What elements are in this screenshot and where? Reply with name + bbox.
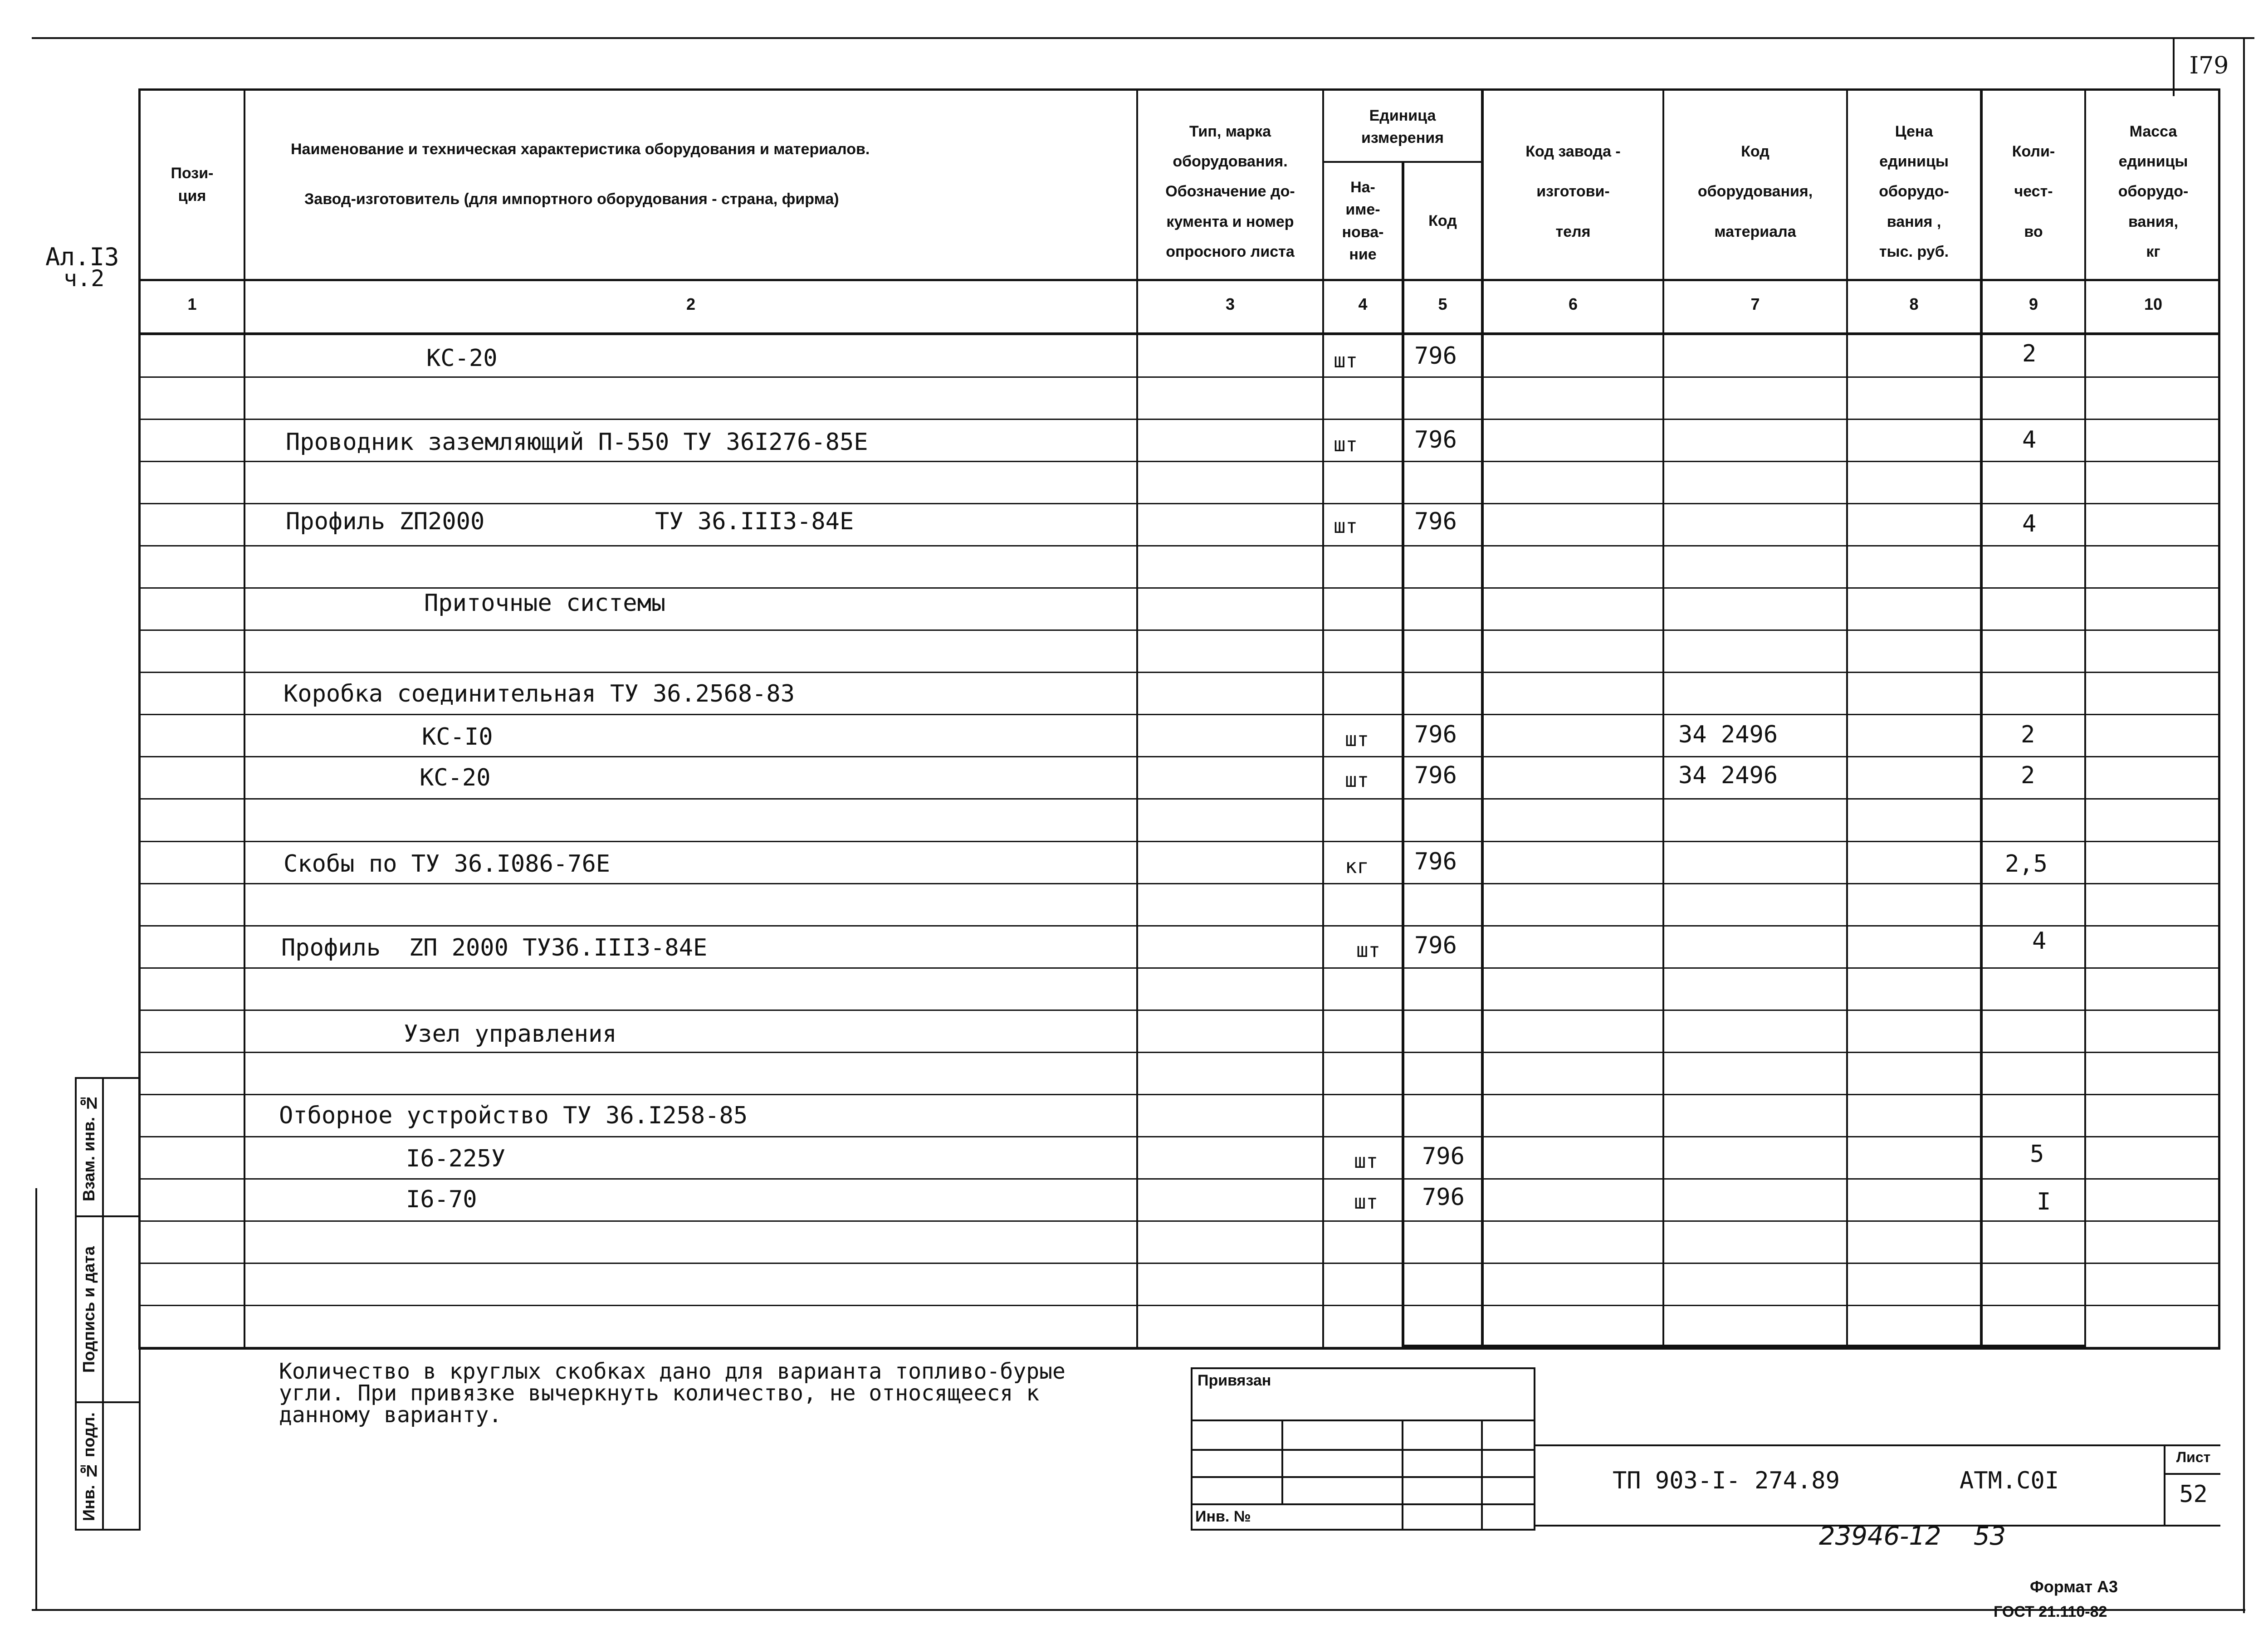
stamp-line xyxy=(1402,1419,1403,1531)
unit-group-line xyxy=(1322,161,1483,163)
row-name: I6-225У xyxy=(406,1145,506,1172)
row-quantity: 2,5 xyxy=(2005,850,2048,878)
sheet-number-box-left xyxy=(2173,37,2175,96)
row-name: КС-20 xyxy=(420,764,491,791)
row-separator-line xyxy=(138,841,2220,842)
header-mass: Масса единицы оборудо- вания, кг xyxy=(2118,122,2189,260)
stamp-line xyxy=(1191,1419,1535,1421)
stamp-line xyxy=(1191,1476,1535,1478)
header-position: Пози- ция xyxy=(171,165,214,205)
row-quantity: I xyxy=(2037,1188,2051,1215)
column-number: 3 xyxy=(1225,295,1235,313)
stamp-line xyxy=(1281,1419,1283,1503)
sheet-number: 52 xyxy=(2179,1481,2208,1508)
row-code: 796 xyxy=(1422,1184,1465,1211)
row-unit: шт xyxy=(1354,1150,1378,1173)
row-name: Коробка соединительная ТУ 36.2568-83 xyxy=(284,680,795,707)
header-equipment-code: Код оборудования, материала xyxy=(1697,142,1813,240)
column-number: 9 xyxy=(2028,295,2038,313)
row-quantity: 2 xyxy=(2022,340,2037,367)
sheet-label: Лист xyxy=(2176,1449,2211,1465)
privyazan-label: Привязан xyxy=(1198,1372,1271,1389)
row-name: Профиль ZП2000 ТУ 36.III3-84Е xyxy=(286,508,854,535)
inv-no-label: Инв. № xyxy=(1195,1508,1251,1525)
row-unit: шт xyxy=(1334,515,1358,538)
row-separator-line xyxy=(138,376,2220,378)
row-quantity: 2 xyxy=(2021,721,2035,748)
document-mark: АТМ.С0I xyxy=(1960,1467,2059,1494)
row-code: 796 xyxy=(1414,932,1457,959)
header-unit-code: Код xyxy=(1428,212,1457,229)
row-quantity: 4 xyxy=(2022,510,2037,537)
header-unit-group: Единица измерения xyxy=(1361,107,1444,146)
row-separator-line xyxy=(138,1220,2220,1222)
col-line xyxy=(1402,161,1404,1349)
row-separator-line xyxy=(138,1052,2220,1053)
header-bottom-line xyxy=(138,279,2220,281)
row-code: 796 xyxy=(1414,508,1457,535)
side-stamp-divider xyxy=(102,1077,104,1531)
row-unit: шт xyxy=(1345,769,1369,792)
header-name-line1: Наименование и техническая характеристика оборудования и материалов. xyxy=(291,141,870,158)
sheet-top-number: I79 xyxy=(2189,52,2229,79)
header-type: Тип, марка оборудования. Обозначение до- кумента и номер опросного листа xyxy=(1165,122,1295,260)
row-separator-line xyxy=(138,798,2220,800)
side-stamp-divider xyxy=(75,1215,141,1217)
row-separator-line xyxy=(138,714,2220,715)
row-separator-line xyxy=(138,1094,2220,1095)
stamp-line xyxy=(1191,1449,1535,1451)
row-code: 796 xyxy=(1414,762,1457,789)
row-separator-line xyxy=(138,419,2220,420)
column-number: 1 xyxy=(187,295,197,313)
header-factory-code: Код завода - изготови- теля xyxy=(1525,142,1621,240)
signature-date-label: Подпись и дата xyxy=(79,1246,98,1373)
row-separator-line xyxy=(138,1136,2220,1137)
title-block-list-divider xyxy=(2164,1444,2165,1526)
header-name-line2: Завод-изготовитель (для импортного оборудования - страна, фирма) xyxy=(304,190,839,208)
row-unit: шт xyxy=(1334,433,1358,456)
column-number: 4 xyxy=(1358,295,1368,313)
row-unit: кг xyxy=(1345,855,1369,878)
row-separator-line xyxy=(138,925,2220,927)
column-number: 5 xyxy=(1438,295,1447,313)
format-label: Формат А3 xyxy=(2030,1577,2118,1596)
row-separator-line xyxy=(138,629,2220,631)
row-separator-line xyxy=(138,461,2220,462)
title-block-top xyxy=(1535,1444,2220,1446)
original-inv-label: Инв. № подл. xyxy=(79,1412,98,1521)
row-equipment-code: 34 2496 xyxy=(1678,721,1778,748)
row-quantity: 4 xyxy=(2022,426,2037,454)
replacement-inv-label: Взам. инв. № xyxy=(79,1093,98,1201)
row-unit: шт xyxy=(1356,939,1380,962)
colnum-bottom-line xyxy=(138,332,2220,335)
row-quantity: 2 xyxy=(2021,762,2035,789)
row-code: 796 xyxy=(1414,426,1457,454)
top-border-line xyxy=(32,37,2254,39)
column-number: 10 xyxy=(2144,295,2163,313)
stamp-line xyxy=(1191,1503,1535,1505)
row-name: КС-I0 xyxy=(422,723,493,751)
row-separator-line xyxy=(138,1010,2220,1011)
gost-label: ГОСТ 21.110-82 xyxy=(1994,1603,2107,1618)
row-separator-line xyxy=(138,756,2220,757)
row-separator-line xyxy=(138,1263,2220,1264)
header-quantity: Коли- чест- во xyxy=(2012,142,2055,240)
bottom-border-line xyxy=(32,1609,2245,1611)
row-unit: шт xyxy=(1354,1190,1378,1214)
archive-number: 23946-12 53 xyxy=(1819,1522,2006,1551)
album-part: ч.2 xyxy=(64,265,105,292)
qty-box-bottom xyxy=(1402,1345,2084,1347)
stamp-line xyxy=(1481,1419,1483,1531)
list-label-line xyxy=(2164,1473,2220,1475)
row-unit: шт xyxy=(1345,728,1369,751)
row-separator-line xyxy=(138,587,2220,589)
row-separator-line xyxy=(138,672,2220,673)
row-name: Узел управления xyxy=(404,1020,617,1048)
row-separator-line xyxy=(138,883,2220,884)
column-number: 6 xyxy=(1568,295,1578,313)
row-code: 796 xyxy=(1414,848,1457,875)
row-name: КС-20 xyxy=(426,345,498,372)
column-number: 8 xyxy=(1909,295,1919,313)
header-unit-name: На- име- нова- ние xyxy=(1342,178,1384,263)
row-name: Приточные системы xyxy=(424,590,666,617)
column-number: 7 xyxy=(1750,295,1760,313)
left-border-line xyxy=(35,1188,37,1610)
row-separator-line xyxy=(138,967,2220,969)
document-code: ТП 903-I- 274.89 xyxy=(1613,1467,1840,1494)
row-quantity: 4 xyxy=(2032,927,2047,955)
row-quantity: 5 xyxy=(2030,1141,2044,1168)
row-name: I6-70 xyxy=(406,1186,477,1213)
row-code: 796 xyxy=(1414,721,1457,748)
row-code: 796 xyxy=(1414,342,1457,370)
row-equipment-code: 34 2496 xyxy=(1678,762,1778,789)
row-name: Профиль ZП 2000 ТУ36.III3-84Е xyxy=(281,934,708,961)
row-separator-line xyxy=(138,545,2220,546)
album-label: Ал.I3 xyxy=(45,243,119,271)
right-border-line xyxy=(2243,37,2245,1613)
row-name: Проводник заземляющий П-550 ТУ 36I276-85Е xyxy=(286,429,868,456)
row-name: Отборное устройство ТУ 36.I258-85 xyxy=(279,1102,748,1129)
row-unit: шт xyxy=(1334,349,1358,372)
footnote: Количество в круглых скобках дано для варианта топливо-бурые угли. При привязке вычеркнуть количество, не относящееся к данному варианту. xyxy=(279,1359,1066,1428)
col-line xyxy=(244,88,245,1349)
row-code: 796 xyxy=(1422,1143,1465,1170)
row-separator-line xyxy=(138,1178,2220,1180)
column-number: 2 xyxy=(686,295,696,313)
row-separator-line xyxy=(138,503,2220,504)
header-price: Цена единицы оборудо- вания , тыс. руб. xyxy=(1879,122,1949,260)
row-separator-line xyxy=(138,1305,2220,1306)
row-name: Скобы по ТУ 36.I086-76Е xyxy=(284,850,611,878)
side-stamp-divider xyxy=(75,1401,141,1403)
